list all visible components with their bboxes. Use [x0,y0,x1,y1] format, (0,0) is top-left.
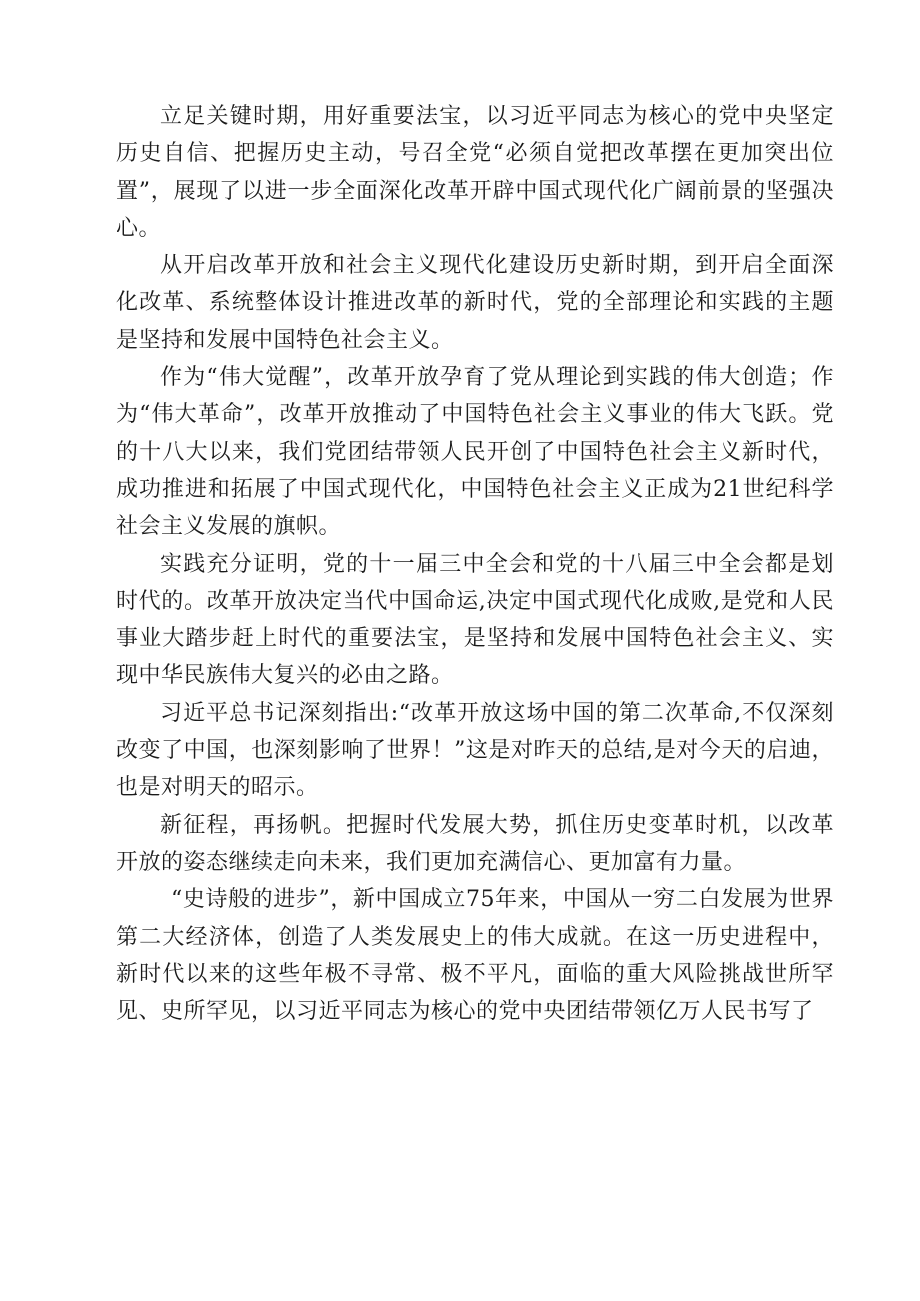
paragraph-1: 立足关键时期，用好重要法宝，以习近平同志为核心的党中央坚定历史自信、把握历史主动，号召全党“必须自觉把改革摆在更加突出位置”，展现了以进一步全面深化改革开辟中国式现代化广阔前景的坚强决心。 [116,104,834,241]
paragraph-4: 实践充分证明，党的十一届三中全会和党的十八届三中全会都是划时代的。改革开放决定当代中国命运,决定中国式现代化成败,是党和人民事业大踏步赶上时代的重要法宝，是坚持和发展中国特色社会主义、实现中华民族伟大复兴的必由之路。 [116,551,834,689]
paragraph-6: 新征程，再扬帆。把握时代发展大势，抓住历史变革时机，以改革开放的姿态继续走向未来，我们更加充满信心、更加富有力量。 [116,812,834,875]
paragraph-2: 从开启改革开放和社会主义现代化建设历史新时期，到开启全面深化改革、系统整体设计推进改革的新时代，党的全部理论和实践的主题是坚持和发展中国特色社会主义。 [116,253,834,353]
document-body [116,98,834,1030]
paragraph-3: 作为“伟大觉醒”，改革开放孕育了党从理论到实践的伟大创造；作为“伟大革命”，改革开放推动了中国特色社会主义事业的伟大飞跃。党的十八大以来，我们党团结带领人民开创了中国特色社会主义新时代，成功推进和拓展了中国式现代化，中国特色社会主义正成为21世纪科学社会主义发展的旗帜。 [116,365,834,540]
paragraph-7: “史诗般的进步”，新中国成立75年来，中国从一穷二白发展为世界第二大经济体，创造了人类发展史上的伟大成就。在这一历史进程中，新时代以来的这些年极不寻常、极不平凡，面临的重大风险挑战世所罕见、史所罕见，以习近平同志为核心的党中央团结带领亿万人民书写了 [116,887,834,1025]
paragraph-5: 习近平总书记深刻指出:“改革开放这场中国的第二次革命,不仅深刻改变了中国，也深刻影响了世界！”这是对昨天的总结,是对今天的启迪，也是对明天的昭示。 [116,700,834,801]
